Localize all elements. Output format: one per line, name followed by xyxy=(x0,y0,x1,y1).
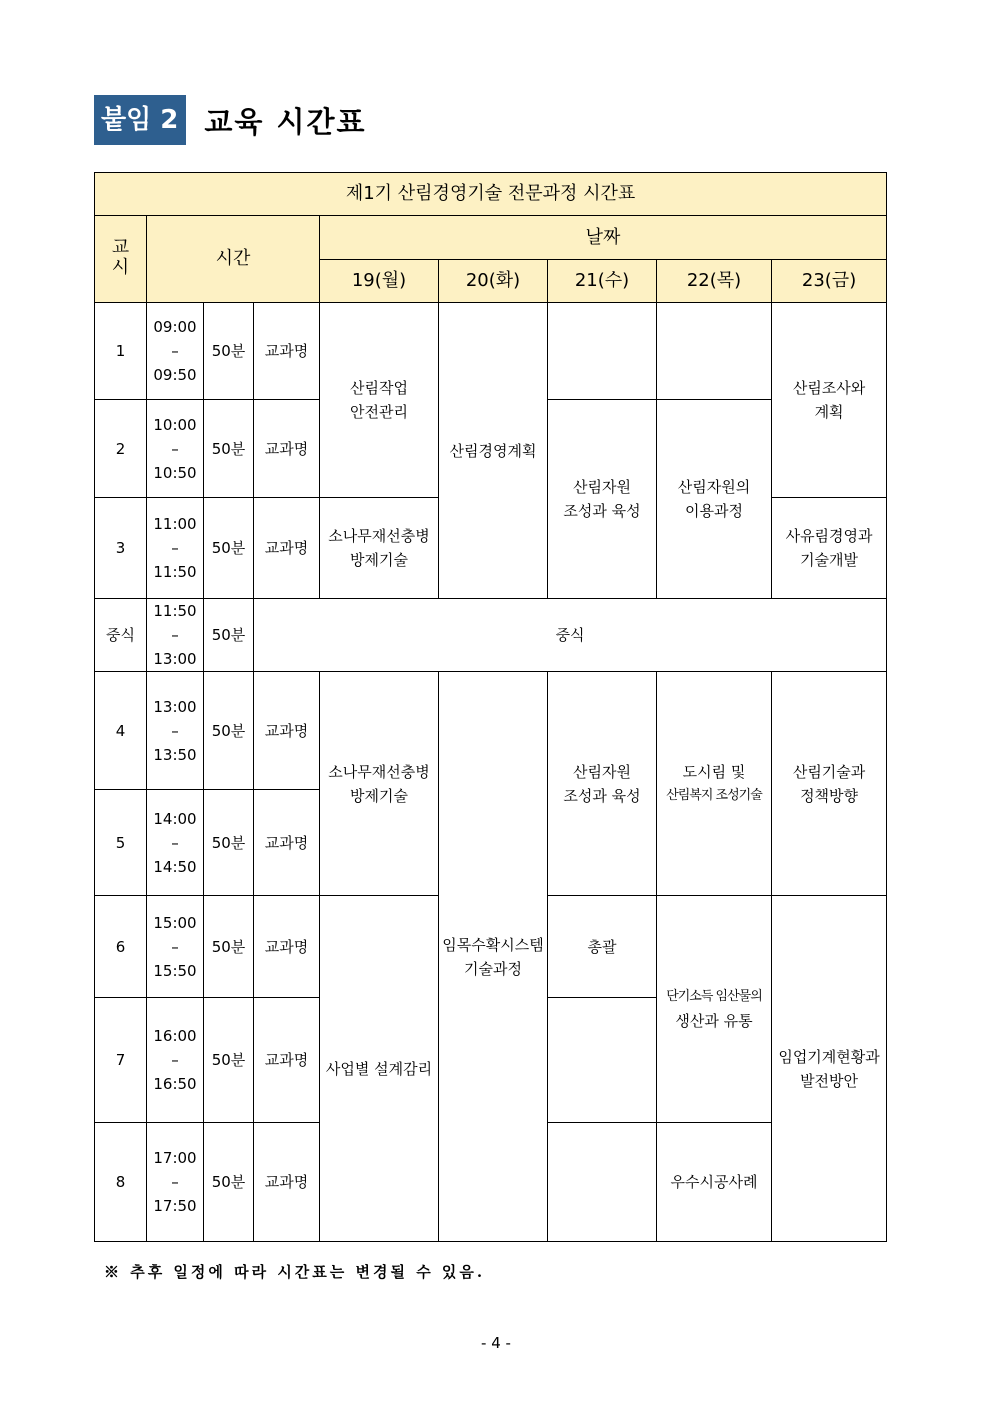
lunch-period-cell: 중식 xyxy=(95,599,147,672)
period-cell: 7 xyxy=(95,998,147,1123)
empty-cell xyxy=(548,998,657,1123)
course-tue-4-8: 임목수확시스템 기술과정 xyxy=(439,672,548,1242)
course-mon-4-5: 소나무재선충병 방제기술 xyxy=(320,672,439,896)
attachment-badge: 붙임 2 xyxy=(94,95,186,145)
lunch-cell: 중식 xyxy=(254,599,887,672)
day-wed: 21(수) xyxy=(548,260,657,303)
subject-label: 교과명 xyxy=(254,790,320,896)
duration-cell: 50분 xyxy=(204,1123,254,1242)
duration-cell: 50분 xyxy=(204,498,254,599)
time-range: 14:00 – 14:50 xyxy=(147,790,204,896)
subject-label: 교과명 xyxy=(254,998,320,1123)
header-period xyxy=(95,216,147,303)
period-cell: 8 xyxy=(95,1123,147,1242)
course-thu-2-3: 산림자원의 이용과정 xyxy=(657,400,772,599)
period-cell: 3 xyxy=(95,498,147,599)
empty-cell xyxy=(548,303,657,400)
course-wed-6: 총괄 xyxy=(548,896,657,998)
course-thu-4-5: 도시림 및 산림복지 조성기술 xyxy=(657,672,772,896)
timetable xyxy=(94,172,887,1242)
course-mon-1-2: 산림작업 안전관리 xyxy=(320,303,439,498)
course-mon-6-8: 사업별 설계감리 xyxy=(320,896,439,1242)
time-range: 16:00 – 16:50 xyxy=(147,998,204,1123)
course-fri-1-2: 산림조사와 계획 xyxy=(772,303,887,498)
duration-cell: 50분 xyxy=(204,672,254,790)
subject-label: 교과명 xyxy=(254,1123,320,1242)
time-range: 17:00 – 17:50 xyxy=(147,1123,204,1242)
course-fri-6-8: 임업기계현황과 발전방안 xyxy=(772,896,887,1242)
duration-cell: 50분 xyxy=(204,896,254,998)
schedule-note: ※ 추후 일정에 따라 시간표는 변경될 수 있음. xyxy=(104,1263,486,1281)
period-cell: 6 xyxy=(95,896,147,998)
time-range: 11:00 – 11:50 xyxy=(147,498,204,599)
day-thu: 22(목) xyxy=(657,260,772,303)
course-wed-2-3: 산림자원 조성과 육성 xyxy=(548,400,657,599)
course-mon-3: 소나무재선충병 방제기술 xyxy=(320,498,439,599)
day-fri: 23(금) xyxy=(772,260,887,303)
time-range: 15:00 – 15:50 xyxy=(147,896,204,998)
duration-cell: 50분 xyxy=(204,998,254,1123)
subject-label: 교과명 xyxy=(254,303,320,400)
time-range: 11:50 – 13:00 xyxy=(147,599,204,672)
course-fri-4-5: 산림기술과 정책방향 xyxy=(772,672,887,896)
page-title: 교육 시간표 xyxy=(204,104,367,139)
subject-label: 교과명 xyxy=(254,896,320,998)
period-cell: 2 xyxy=(95,400,147,498)
header-time: 시간 xyxy=(147,216,320,303)
subject-label: 교과명 xyxy=(254,400,320,498)
course-fri-3: 사유림경영과 기술개발 xyxy=(772,498,887,599)
course-thu-8: 우수시공사례 xyxy=(657,1123,772,1242)
day-tue: 20(화) xyxy=(439,260,548,303)
header-date: 날짜 xyxy=(320,216,887,260)
course-wed-4-5: 산림자원 조성과 육성 xyxy=(548,672,657,896)
duration-cell: 50분 xyxy=(204,599,254,672)
time-range: 10:00 – 10:50 xyxy=(147,400,204,498)
subject-label: 교과명 xyxy=(254,672,320,790)
period-cell: 4 xyxy=(95,672,147,790)
course-thu-6-7: 단기소득 임산물의 생산과 유통 xyxy=(657,896,772,1123)
title-row xyxy=(94,95,367,145)
duration-cell: 50분 xyxy=(204,400,254,498)
time-range: 13:00 – 13:50 xyxy=(147,672,204,790)
period-cell: 1 xyxy=(95,303,147,400)
empty-cell xyxy=(657,303,772,400)
header-period-text: 교시 xyxy=(111,237,130,278)
day-mon: 19(월) xyxy=(320,260,439,303)
course-tue-1-3: 산림경영계획 xyxy=(439,303,548,599)
period-cell: 5 xyxy=(95,790,147,896)
duration-cell: 50분 xyxy=(204,790,254,896)
subject-label: 교과명 xyxy=(254,498,320,599)
empty-cell xyxy=(548,1123,657,1242)
time-range: 09:00 – 09:50 xyxy=(147,303,204,400)
table-caption: 제1기 산림경영기술 전문과정 시간표 xyxy=(95,173,887,216)
page-number: - 4 - xyxy=(481,1334,511,1352)
duration-cell: 50분 xyxy=(204,303,254,400)
